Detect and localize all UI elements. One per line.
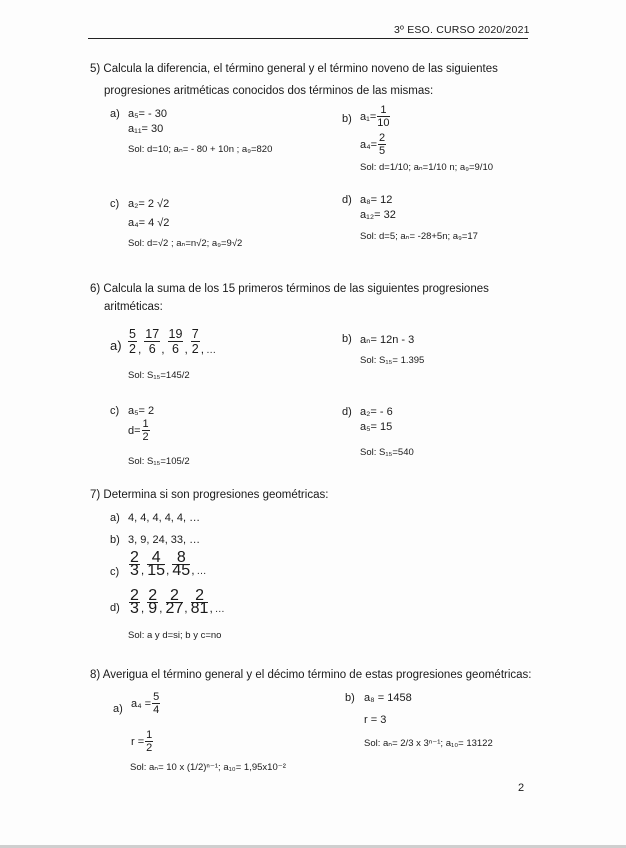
q7-solution: Sol: a y d=si; b y c=no [128,630,222,641]
separator: , [161,342,165,356]
q6-b-line1: aₙ= 12n - 3 [360,334,415,346]
denominator: 4 [153,704,160,716]
q6-a-solution: Sol: S₁₅=145/2 [128,370,190,381]
q5-b-line1 [360,104,391,129]
q6-c-line1: a₅= 2 [128,405,155,417]
q5-line2: progresiones aritméticas conocidos dos términos de las mismas: [104,85,434,97]
numerator: 2 [130,587,139,604]
header-rule [88,38,528,39]
q8-statement: 8) Averigua el término general y el décimo término de estas progresiones geométricas: [90,669,532,681]
q5-b-label: b) [342,113,352,125]
separator: , [209,601,213,615]
ellipsis: … [206,345,217,356]
denominator: 10 [377,117,390,129]
fraction-term [165,587,184,617]
numerator: 2 [130,549,139,566]
q8-a-line1 [131,691,161,716]
q5-c-label: c) [110,198,120,210]
q7-b-label: b) [110,534,120,546]
q5-d-solution: Sol: d=5; aₙ= -28+5n; a₉=17 [360,231,478,242]
separator: , [140,601,145,615]
q6-d-line2: a₅= 15 [360,421,393,433]
fraction-term [144,327,160,356]
q5-a-label: a) [110,108,120,120]
separator: , [159,601,163,615]
q6-d-line1: a₂= - 6 [360,406,393,418]
q7-c-sequence [128,549,209,579]
fraction-term [191,327,200,356]
q8-a-line1-text: a₄ = [131,697,152,710]
denominator: 2 [142,431,149,443]
q6-c-solution: Sol: S₁₅=105/2 [128,456,190,467]
numerator: 19 [168,327,183,341]
q5-line1: 5) Calcula la diferencia, el término general y el término noveno de las siguientes [90,63,498,75]
q8-a-line2-text: r = [131,735,145,748]
page-number: 2 [518,782,525,794]
q6-line1: 6) Calcula la suma de los 15 primeros términos de las siguientes progresiones [90,283,489,295]
q5-d-line2: a₁₂= 32 [360,209,396,221]
q8-a-label: a) [113,703,123,715]
q5-a-solution: Sol: d=10; aₙ= - 80 + 10n ; a₉=820 [128,144,273,155]
numerator: 1 [142,418,149,430]
q5-b-line2 [360,132,387,157]
numerator: 2 [166,590,184,603]
denominator: 81 [190,600,209,617]
q8-a-line2 [131,729,154,754]
numerator: 2 [191,590,209,603]
q5-b-line1-text: a₁= [360,110,377,123]
q7-b-text: 3, 9, 24, 33, … [128,534,201,546]
numerator: 17 [145,327,160,341]
fraction-term [129,587,140,617]
q8-a-fraction1 [152,691,160,716]
q5-a-line1: a₅= - 30 [128,108,167,120]
q6-d-label: d) [342,406,352,418]
separator: , [140,563,145,577]
denominator: 2 [146,742,153,754]
numerator: 4 [147,552,165,565]
q6-b-solution: Sol: S₁₅= 1.395 [360,355,425,366]
fraction-term [129,549,140,579]
q5-statement [90,58,520,102]
numerator: 2 [148,587,158,604]
denominator: 9 [148,600,158,617]
denominator: 2 [191,342,199,356]
q6-line2: aritméticas: [104,301,163,313]
q6-a-label: a) [110,338,122,353]
q8-b-solution: Sol: aₙ= 2/3 x 3ⁿ⁻¹; a₁₀= 13122 [364,738,493,749]
denominator: 3 [130,600,139,617]
q6-statement [90,278,520,318]
q6-a-sequence [127,327,218,356]
numerator: 2 [379,132,386,144]
numerator: 1 [377,104,389,117]
fraction-term [190,587,209,617]
denominator: 6 [148,342,156,356]
numerator: 5 [129,327,136,341]
q8-b-line2: r = 3 [364,714,387,726]
separator: , [200,342,205,356]
fraction-term [172,549,191,579]
q7-a-text: 4, 4, 4, 4, 4, … [128,512,201,524]
ellipsis: … [214,604,225,615]
separator: , [184,342,188,356]
fraction-term [128,327,137,356]
separator: , [137,342,142,356]
course-header: 3º ESO. CURSO 2020/2021 [394,24,530,36]
q8-a-fraction2 [145,729,153,754]
q6-c-line2-text: d= [128,424,141,437]
separator: , [191,563,195,577]
fraction-term [168,327,184,356]
q6-b-label: b) [342,333,352,345]
q5-c-line1: a₂= 2 √2 [128,198,170,210]
numerator: 1 [146,729,153,741]
q7-a-label: a) [110,512,120,524]
numerator: 8 [172,552,190,565]
q5-d-line1: a₈= 12 [360,194,393,206]
q5-a-line2: a₁₁= 30 [128,123,164,135]
denominator: 6 [172,342,179,356]
separator: , [184,601,188,615]
denominator: 45 [172,562,191,579]
q8-b-line1: a₈ = 1458 [364,692,412,704]
q6-c-fraction [142,418,150,443]
q6-c-line2 [128,418,151,443]
numerator: 5 [153,691,160,703]
denominator: 27 [165,600,184,617]
q8-a-solution: Sol: aₙ= 10 x (1/2)ⁿ⁻¹; a₁₀= 1,95x10⁻² [130,762,286,773]
q5-d-label: d) [342,194,352,206]
q7-statement: 7) Determina si son progresiones geométricas: [90,489,329,501]
separator: , [166,563,170,577]
fraction-term [147,549,166,579]
q5-b-line2-text: a₄= [360,138,378,151]
q5-b-solution: Sol: d=1/10; aₙ=1/10 n; a₉=9/10 [360,162,494,173]
ellipsis: … [196,566,207,577]
q6-d-solution: Sol: S₁₅=540 [360,447,414,458]
q7-d-label: d) [110,602,120,614]
q7-c-label: c) [110,566,120,578]
q8-b-label: b) [345,692,355,704]
fraction-term [147,587,158,617]
denominator: 5 [379,145,386,157]
q7-d-sequence [128,587,227,617]
q5-c-line2: a₄= 4 √2 [128,217,170,229]
denominator: 3 [130,562,139,579]
q6-c-label: c) [110,405,120,417]
numerator: 7 [191,327,199,341]
denominator: 2 [129,342,136,356]
q5-b-fraction1 [377,104,389,129]
q5-c-solution: Sol: d=√2 ; aₙ=n√2; a₉=9√2 [128,238,243,249]
denominator: 15 [147,562,166,579]
q5-b-fraction2 [378,132,386,157]
